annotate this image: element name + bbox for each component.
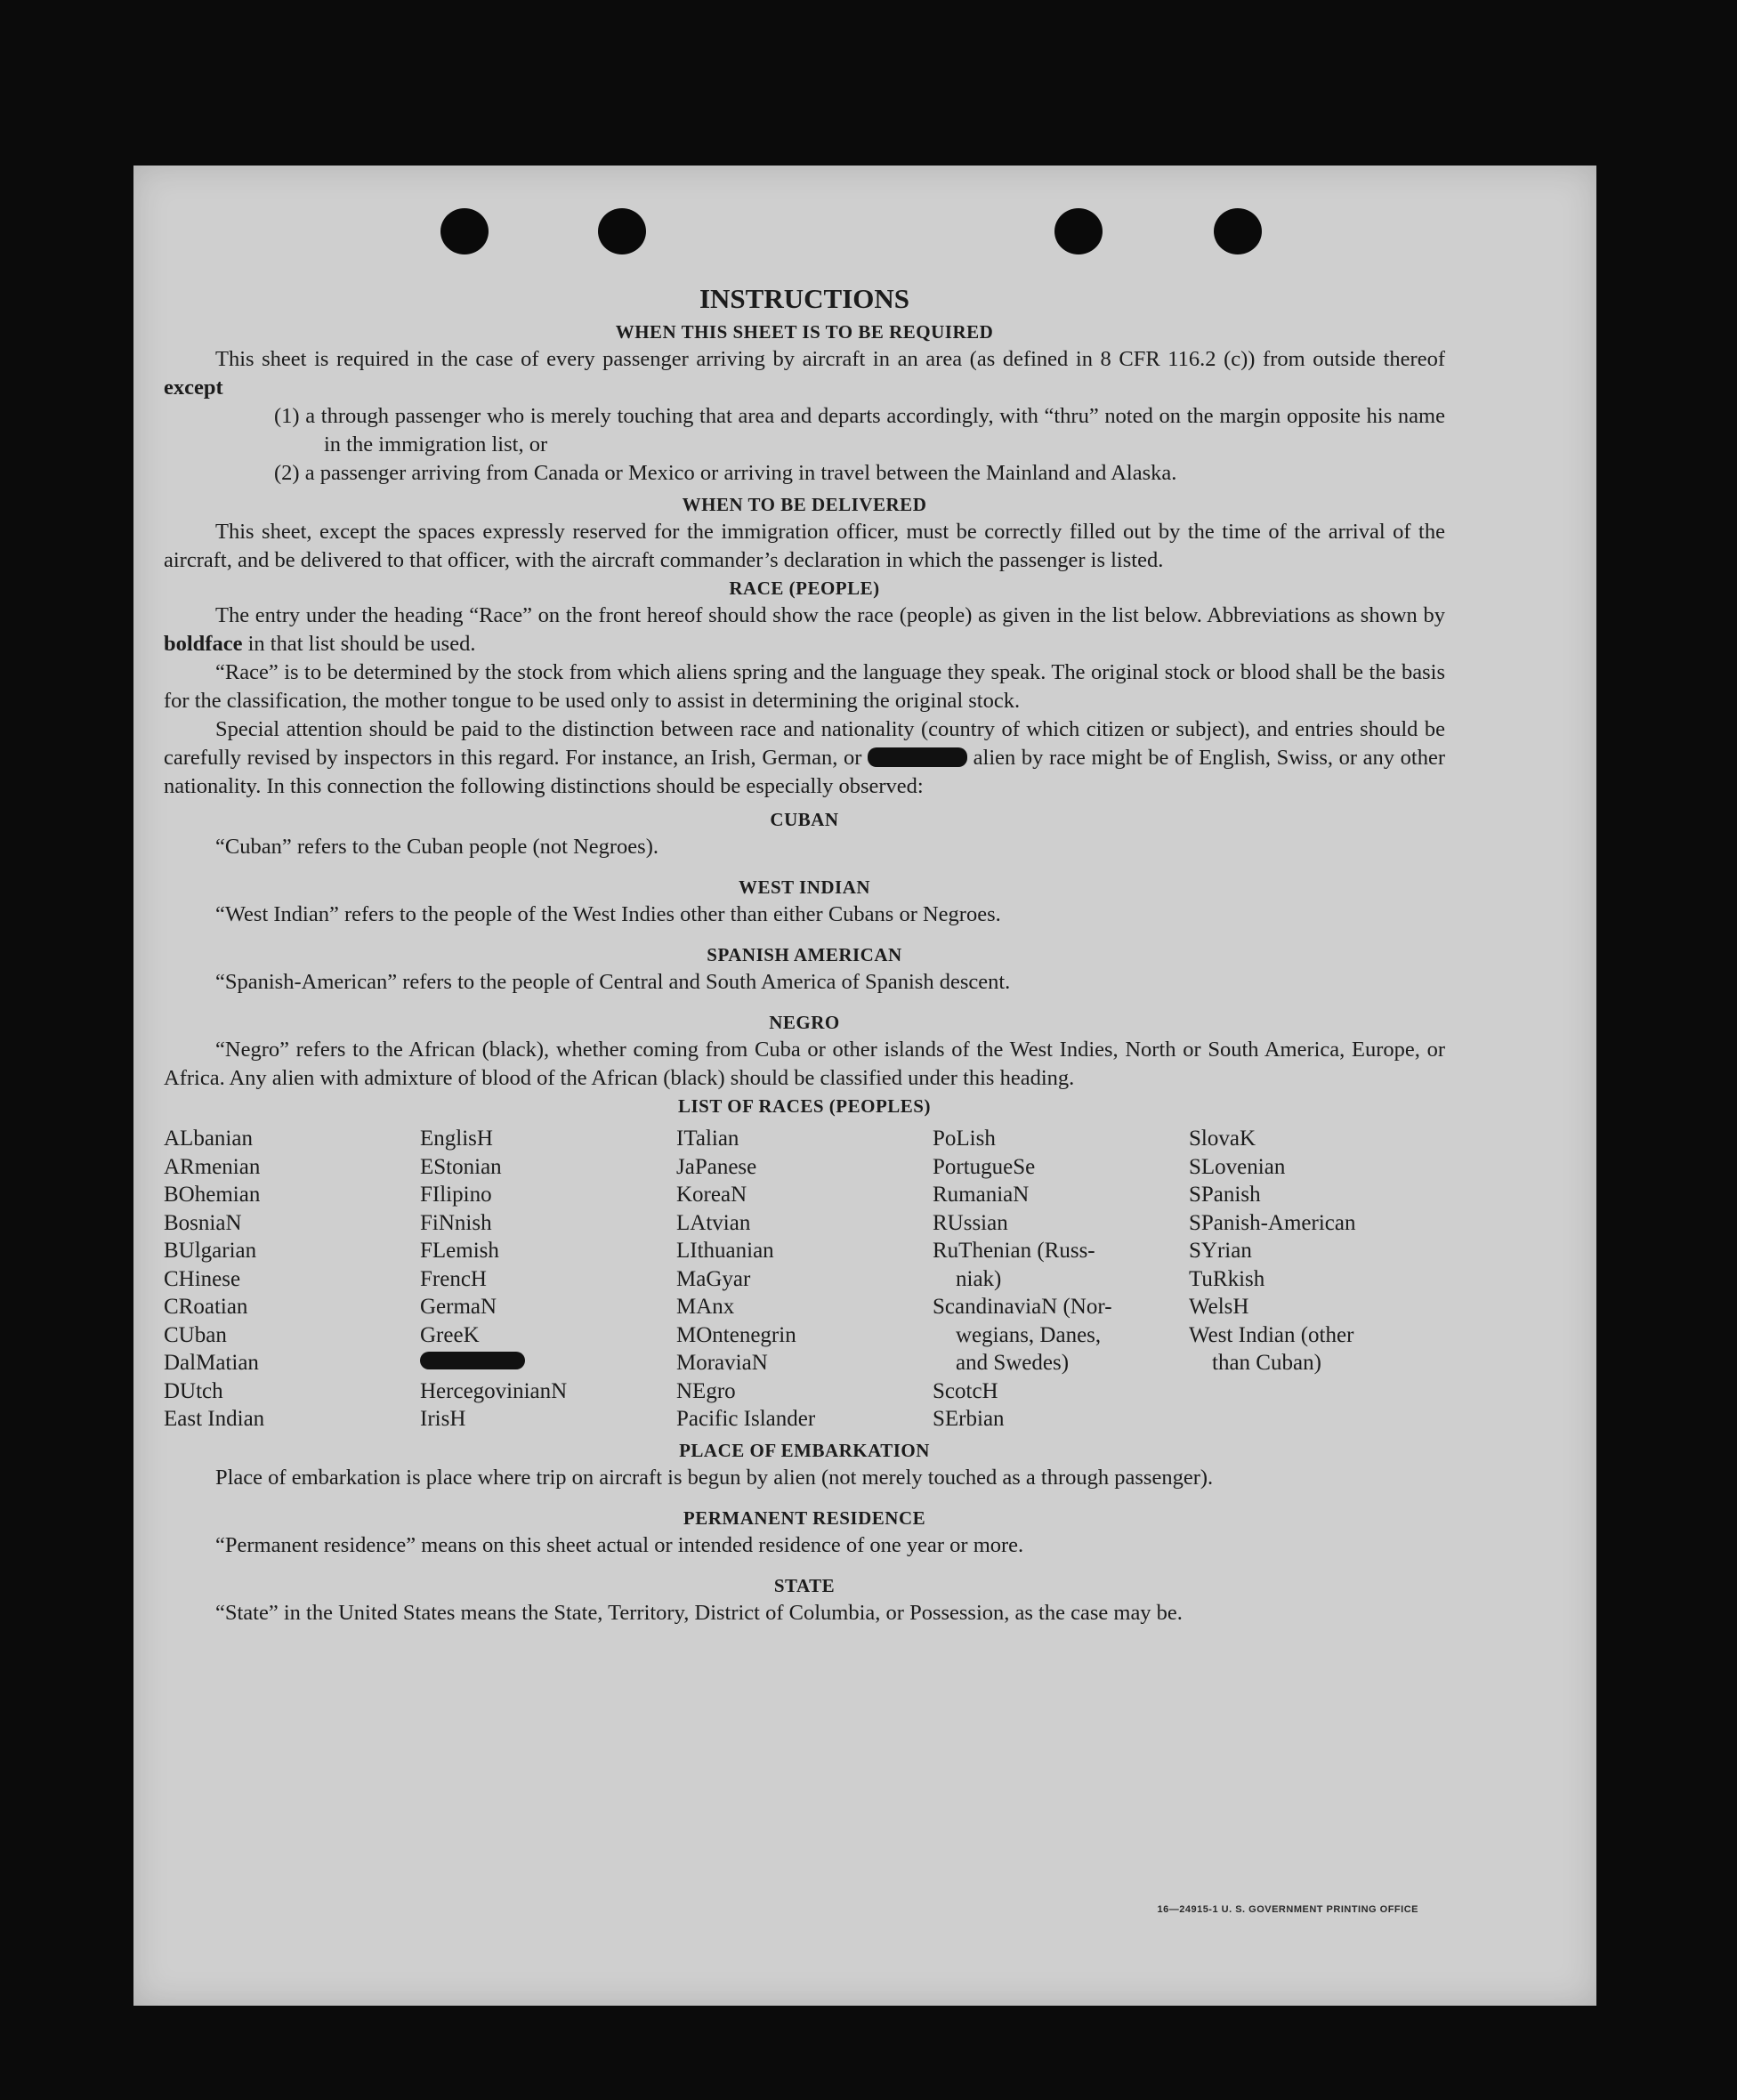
required-item-2: (2) a passenger arriving from Canada or Mexico or arriving in travel between the Mainland and Alaska. — [274, 461, 1177, 485]
race-item: SYrian — [1189, 1239, 1252, 1263]
residence-text: “Permanent residence” means on this sheet actual or intended residence of one year or more. — [215, 1532, 1024, 1557]
race-item: ARmenian — [164, 1154, 261, 1179]
punch-hole-2 — [598, 208, 646, 254]
races-column-3 — [676, 1125, 933, 1434]
race-item: ALbanian — [164, 1127, 253, 1151]
embarkation-text: Place of embarkation is place where trip on aircraft is begun by alien (not merely touched as a through passenger). — [215, 1465, 1214, 1490]
redaction-mark — [420, 1352, 525, 1369]
race-item: SLovenian — [1189, 1154, 1286, 1179]
race-item: EnglisH — [420, 1127, 493, 1151]
race-item-continued: and Swedes) — [956, 1351, 1070, 1375]
race-item: SlovaK — [1189, 1127, 1256, 1151]
race-item: East Indian — [164, 1407, 265, 1431]
race-item: LAtvian — [676, 1210, 751, 1235]
delivered-text: This sheet, except the spaces expressly reserved for the immigration officer, must be correctly filled out by the time of the arrival of the aircraft, and be delivered to that officer, with the aircraft commander’s declaration in which the passenger is listed. — [164, 520, 1445, 572]
race-item: LIthuanian — [676, 1239, 774, 1263]
race-item: SErbian — [933, 1407, 1005, 1431]
race-item: MAnx — [676, 1295, 735, 1319]
race-item: RuThenian (Russ- — [933, 1239, 1095, 1263]
race-item: IrisH — [420, 1407, 466, 1431]
race-item: MaGyar — [676, 1266, 751, 1291]
race-item: CUban — [164, 1322, 227, 1347]
race-item: WelsH — [1189, 1295, 1249, 1319]
race-item: RumaniaN — [933, 1183, 1030, 1207]
race-item: DUtch — [164, 1378, 223, 1403]
race-item: CHinese — [164, 1266, 241, 1291]
race-item: FrencH — [420, 1266, 487, 1291]
race-item: GreeK — [420, 1322, 480, 1347]
required-item-1: (1) a through passenger who is merely touching that area and departs accordingly, with “thru” noted on the margin opposite his name in the immigration list, or — [274, 404, 1445, 456]
heading-west-indian: WEST INDIAN — [738, 876, 871, 898]
race-item: FiNnish — [420, 1210, 492, 1235]
race-item: DalMatian — [164, 1351, 259, 1375]
race-item: MOntenegrin — [676, 1322, 796, 1347]
heading-state: STATE — [773, 1574, 836, 1596]
race-paragraph-1: The entry under the heading “Race” on the front hereof should show the race (people) as given in the list below. Abbreviations as shown by boldface in that list should be used. — [164, 603, 1445, 656]
heading-list-of-races: LIST OF RACES (PEOPLES) — [678, 1095, 931, 1117]
race-item: FIlipino — [420, 1183, 492, 1207]
race-item-continued: than Cuban) — [1212, 1351, 1321, 1375]
races-column-5 — [1189, 1125, 1445, 1434]
heading-negro: NEGRO — [769, 1012, 840, 1033]
race-item: CRoatian — [164, 1295, 248, 1319]
document-sheet — [133, 166, 1596, 2006]
punch-hole-1 — [440, 208, 489, 254]
negro-text: “Negro” refers to the African (black), whether coming from Cuba or other islands of the West Indies, North or South America, Europe, or Africa. Any alien with admixture of blood of the African (black) should be classified under this heading. — [164, 1038, 1445, 1090]
spanish-american-text: “Spanish-American” refers to the people of Central and South America of Spanish descent. — [215, 970, 1011, 994]
race-item: MoraviaN — [676, 1351, 768, 1375]
race-item-continued: niak) — [956, 1266, 1002, 1291]
redacted-race-item — [420, 1349, 676, 1377]
race-item: HercegovinianN — [420, 1378, 568, 1403]
heading-cuban: CUBAN — [770, 809, 839, 830]
race-item: ScotcH — [933, 1378, 998, 1403]
races-column-1 — [164, 1125, 420, 1434]
heading-delivered: WHEN TO BE DELIVERED — [682, 494, 927, 515]
state-text: “State” in the United States means the State, Territory, District of Columbia, or Possession, as the case may be. — [215, 1600, 1183, 1625]
required-intro: This sheet is required in the case of every passenger arriving by aircraft in an area (as defined in 8 CFR 116.2 (c)) from outside thereof except — [164, 347, 1445, 400]
race-paragraph-3: Special attention should be paid to the distinction between race and nationality (country of which citizen or subject), and entries should be carefully revised by inspectors in this regard. For instance, an Irish, German, or alien by race might be of English, Swiss, or any other nationality. In this connection the following distinctions should be especially observed: — [164, 717, 1446, 798]
heading-required: WHEN THIS SHEET IS TO BE REQUIRED — [615, 321, 994, 343]
punch-hole-4 — [1214, 208, 1262, 254]
race-item: BOhemian — [164, 1183, 261, 1207]
race-item: PoLish — [933, 1127, 996, 1151]
race-item: ScandinaviaN (Nor- — [933, 1295, 1112, 1319]
race-item: TuRkish — [1189, 1266, 1265, 1291]
race-item: West Indian (other — [1189, 1322, 1354, 1347]
race-paragraph-2: “Race” is to be determined by the stock from which aliens spring and the language they speak. The original stock or blood shall be the basis for the classification, the mother tongue to be used only to assist in determining the original stock. — [164, 660, 1445, 713]
race-item: PortugueSe — [933, 1154, 1036, 1179]
race-item: NEgro — [676, 1378, 736, 1403]
race-item: SPanish-American — [1189, 1210, 1356, 1235]
cuban-text: “Cuban” refers to the Cuban people (not Negroes). — [215, 835, 658, 859]
heading-embarkation: PLACE OF EMBARKATION — [679, 1439, 930, 1461]
race-item: RUssian — [933, 1210, 1008, 1235]
race-item: EStonian — [420, 1154, 502, 1179]
race-item: SPanish — [1189, 1183, 1261, 1207]
races-column-2 — [420, 1125, 676, 1434]
heading-spanish-american: SPANISH AMERICAN — [707, 944, 902, 965]
race-item: KoreaN — [676, 1183, 747, 1207]
race-item: BosniaN — [164, 1210, 242, 1235]
race-item: FLemish — [420, 1239, 499, 1263]
race-item: Pacific Islander — [676, 1407, 816, 1431]
punch-hole-3 — [1054, 208, 1103, 254]
redaction-mark — [868, 747, 967, 767]
west-indian-text: “West Indian” refers to the people of the West Indies other than either Cubans or Negroes. — [215, 902, 1001, 926]
race-item: GermaN — [420, 1295, 497, 1319]
race-item: JaPanese — [676, 1154, 757, 1179]
page-title: INSTRUCTIONS — [699, 283, 909, 314]
instructions-content — [164, 281, 1445, 1628]
races-column-4 — [933, 1125, 1189, 1434]
races-list — [164, 1125, 1445, 1434]
race-item: ITalian — [676, 1127, 739, 1151]
heading-permanent-residence: PERMANENT RESIDENCE — [683, 1506, 926, 1529]
race-item-continued: wegians, Danes, — [956, 1322, 1102, 1347]
heading-race: RACE (PEOPLE) — [729, 578, 880, 599]
race-item: BUlgarian — [164, 1239, 257, 1263]
printing-office-footer: 16—24915-1 U. S. GOVERNMENT PRINTING OFFICE — [1157, 1904, 1418, 1915]
